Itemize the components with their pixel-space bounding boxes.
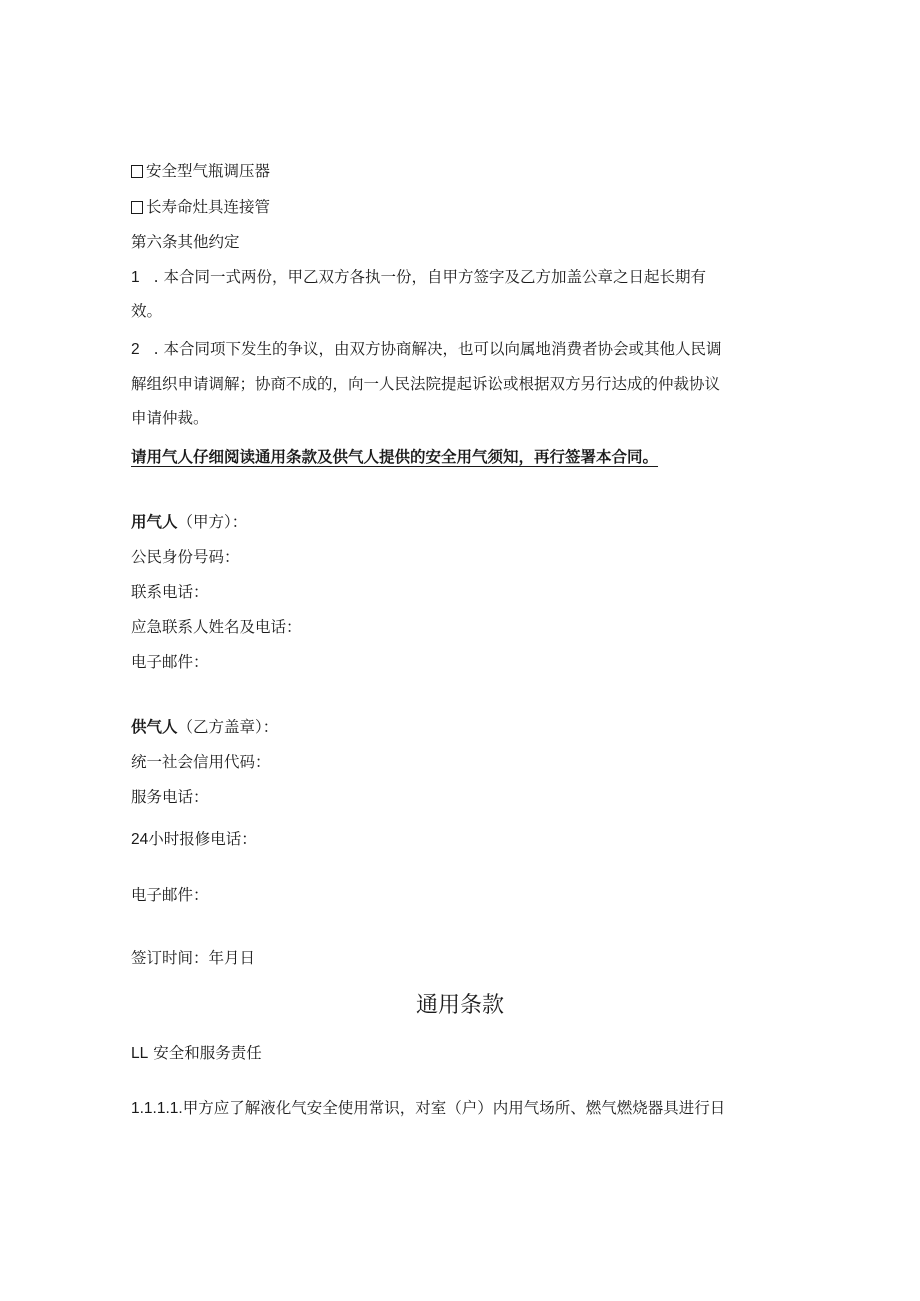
clause-text: . 本合同一式两份，甲乙双方各执一份，自甲方签字及乙方加盖公章之日起长期有 (153, 268, 706, 286)
clause-1-line-2: 效。 (131, 302, 163, 320)
checkbox-item-regulator (131, 161, 270, 181)
party-b-role: （乙方盖章）： (177, 718, 279, 736)
general-terms-title: 通用条款 (415, 993, 504, 1018)
checkbox-icon (131, 201, 143, 214)
party-a-role: （甲方）： (177, 513, 248, 531)
party-b-credit-field: 统一社会信用代码： (131, 753, 271, 771)
clause-number: 1 (131, 269, 140, 286)
section-title: 安全和服务责任 (153, 1044, 262, 1062)
party-b-email-field: 电子邮件： (131, 886, 209, 904)
article-heading: 第六条其他约定 (131, 233, 240, 251)
party-b-label: 供气人 (131, 718, 178, 736)
clause-number: 2 (131, 341, 140, 358)
item-label: 长寿命灶具连接管 (146, 198, 271, 216)
party-a-title (131, 512, 247, 532)
party-a-id-field: 公民身份号码： (131, 548, 240, 566)
clause-2-line-3: 申请仲裁。 (131, 409, 209, 427)
party-a-phone-field: 联系电话： (131, 583, 209, 601)
checkbox-icon (131, 165, 143, 178)
clause-1-line-1 (131, 267, 706, 288)
party-a-email-field: 电子邮件： (131, 653, 209, 671)
party-a-emergency-field: 应急联系人姓名及电话： (131, 618, 302, 636)
party-a-label: 用气人 (131, 513, 178, 531)
signing-notice: 请用气人仔细阅读通用条款及供气人提供的安全用气须知，再行签署本合同。 (131, 448, 659, 466)
clause-2-line-2: 解组织申请调解；协商不成的，向一人民法院提起诉讼或根据双方另行达成的仲裁协议 (131, 375, 721, 393)
item-label: 安全型气瓶调压器 (146, 162, 271, 180)
section-number: LL (131, 1045, 149, 1062)
clause-2-line-1 (131, 339, 721, 360)
party-b-repair-field (131, 829, 257, 850)
sign-time-field: 签订时间：年月日 (131, 949, 256, 967)
general-clause (131, 1098, 725, 1119)
clause-text: . 本合同项下发生的争议，由双方协商解决，也可以向属地消费者协会或其他人民调 (153, 340, 722, 358)
party-b-title (131, 717, 278, 737)
clause-number: 1.1.1.1. (131, 1100, 183, 1117)
clause-text: 甲方应了解液化气安全使用常识，对室（户）内用气场所、燃气燃烧器具进行日 (182, 1099, 726, 1117)
repair-hours: 24 (131, 831, 149, 848)
checkbox-item-hose (131, 197, 270, 217)
repair-label: 小时报修电话： (148, 830, 257, 848)
section-heading (131, 1043, 262, 1064)
party-b-service-field: 服务电话： (131, 788, 209, 806)
